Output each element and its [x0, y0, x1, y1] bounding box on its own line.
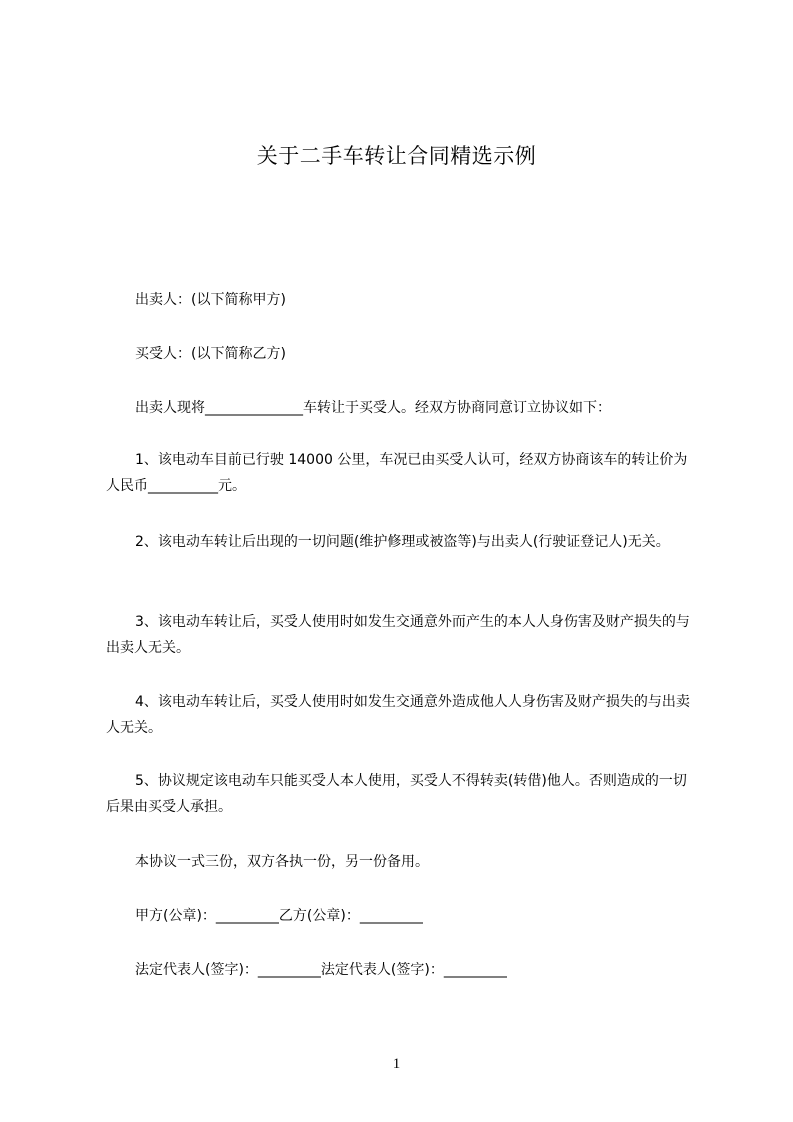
clause-1: 1、该电动车目前已行驶 14000 公里，车况已由买受人认可，经双方协商该车的转让价为人民币__________元。	[106, 452, 688, 494]
page-number: 1	[392, 1056, 401, 1072]
document-title: 关于二手车转让合同精选示例	[256, 144, 537, 168]
clause-5: 5、协议规定该电动车只能买受人本人使用，买受人不得转卖(转借)他人。否则造成的一切后果由买受人承担。	[106, 773, 687, 815]
clause-3: 3、该电动车转让后，买受人使用时如发生交通意外而产生的本人人身伤害及财产损失的与出卖人无关。	[106, 614, 690, 656]
buyer-line: 买受人：(以下简称乙方)	[135, 346, 286, 362]
signature-line: 法定代表人(签字)：_________法定代表人(签字)：_________	[135, 962, 507, 978]
copies-statement: 本协议一式三份，双方各执一份，另一份备用。	[135, 854, 429, 870]
seal-line: 甲方(公章)：_________乙方(公章)：_________	[135, 908, 423, 924]
intro-paragraph: 出卖人现将______________车转让于买受人。经双方协商同意订立协议如下：	[135, 400, 611, 416]
clause-2: 2、该电动车转让后出现的一切问题(维护修理或被盗等)与出卖人(行驶证登记人)无关。	[135, 534, 670, 550]
seller-line: 出卖人：(以下简称甲方)	[135, 292, 286, 308]
clause-4: 4、该电动车转让后，买受人使用时如发生交通意外造成他人人身伤害及财产损失的与出卖人无关。	[106, 694, 690, 736]
